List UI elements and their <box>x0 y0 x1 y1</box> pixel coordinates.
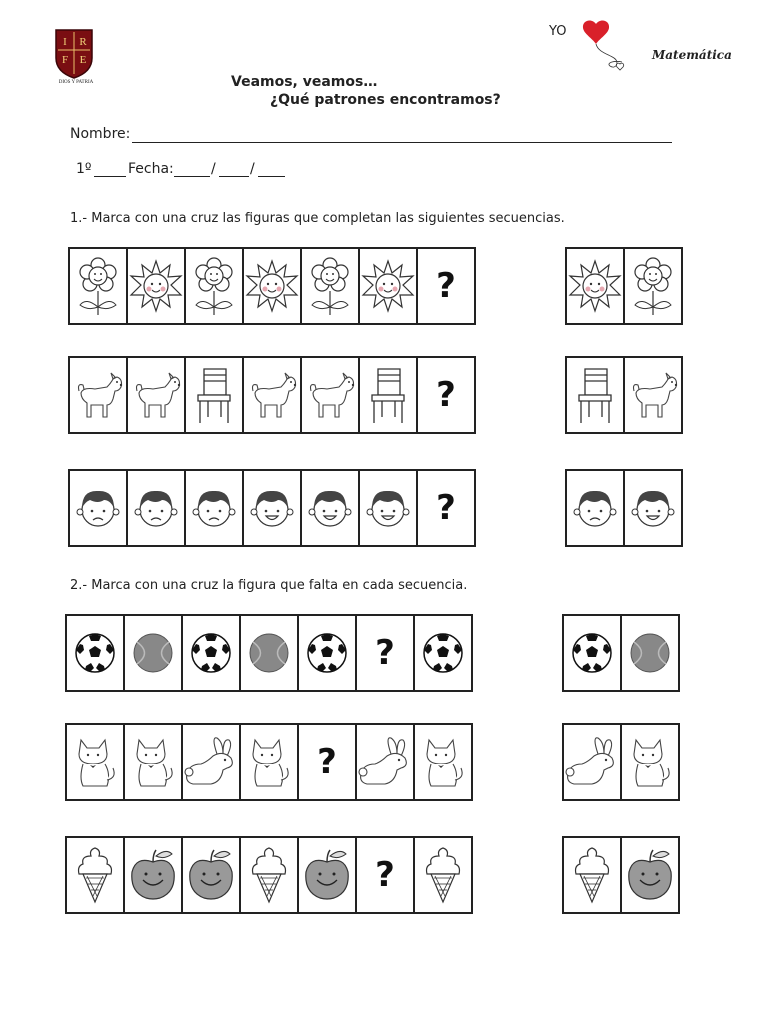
section1-options-1 <box>565 247 683 325</box>
sequence-cell <box>297 614 357 692</box>
answer-option[interactable] <box>623 356 683 434</box>
tennis-ball-icon <box>132 632 174 674</box>
sequence-cell <box>416 469 476 547</box>
apple-icon <box>623 848 677 902</box>
cat-icon <box>131 734 175 790</box>
sequence-cell <box>68 356 128 434</box>
title-line-1: Veamos, veamos… <box>231 74 378 90</box>
sun-icon <box>129 259 183 313</box>
section2-instruction: 2.- Marca con una cruz la figura que falta en cada secuencia. <box>70 578 468 593</box>
flower-icon <box>627 255 679 317</box>
section1-sequence-2 <box>68 356 476 434</box>
dog-icon <box>129 369 183 421</box>
sequence-cell <box>123 836 183 914</box>
sequence-cell <box>416 356 476 434</box>
section2-options-1 <box>562 614 680 692</box>
chair-icon <box>575 365 615 425</box>
question-mark: ? <box>436 488 456 528</box>
date-month-field[interactable] <box>219 176 249 177</box>
school-motto: DIOS Y PATRIA <box>58 80 94 85</box>
answer-option[interactable] <box>565 469 625 547</box>
apple-icon <box>126 848 180 902</box>
date-label: Fecha: <box>128 161 174 177</box>
ice-cream-icon <box>75 846 115 904</box>
soccer-ball-icon <box>422 632 464 674</box>
svg-text:F: F <box>61 54 69 66</box>
sequence-cell <box>297 723 357 801</box>
soccer-ball-icon <box>571 632 613 674</box>
happy-boy-icon <box>250 486 294 530</box>
sequence-cell <box>355 723 415 801</box>
section1-options-2 <box>565 356 683 434</box>
ice-cream-icon <box>423 846 463 904</box>
answer-option[interactable] <box>562 723 622 801</box>
happy-boy-icon <box>631 486 675 530</box>
section1-sequence-3 <box>68 469 476 547</box>
answer-option[interactable] <box>620 614 680 692</box>
section1-instruction: 1.- Marca con una cruz las figuras que completan las siguientes secuencias. <box>70 211 565 226</box>
sequence-cell <box>184 247 244 325</box>
ice-cream-icon <box>249 846 289 904</box>
sequence-cell <box>355 836 415 914</box>
sequence-cell <box>300 469 360 547</box>
date-separator: / <box>250 161 255 177</box>
apple-icon <box>184 848 238 902</box>
sequence-cell <box>242 469 302 547</box>
section2-options-2 <box>562 723 680 801</box>
answer-option[interactable] <box>620 836 680 914</box>
answer-option[interactable] <box>565 356 625 434</box>
sequence-cell <box>68 469 128 547</box>
date-year-field[interactable] <box>258 176 285 177</box>
ice-cream-icon <box>572 846 612 904</box>
sequence-cell <box>65 614 125 692</box>
subject-label: Matemática <box>652 48 732 62</box>
happy-boy-icon <box>366 486 410 530</box>
sequence-cell <box>68 247 128 325</box>
cat-icon <box>628 734 672 790</box>
happy-boy-icon <box>308 486 352 530</box>
flower-icon <box>188 255 240 317</box>
apple-icon <box>300 848 354 902</box>
sequence-cell <box>358 469 418 547</box>
dog-icon <box>303 369 357 421</box>
cat-icon <box>247 734 291 790</box>
sad-boy-icon <box>573 486 617 530</box>
title-line-2: ¿Qué patrones encontramos? <box>270 92 501 108</box>
section1-options-3 <box>565 469 683 547</box>
heart-balloon-icon <box>578 18 636 76</box>
answer-option[interactable] <box>562 836 622 914</box>
sequence-cell <box>416 247 476 325</box>
sequence-cell <box>358 247 418 325</box>
date-separator: / <box>211 161 216 177</box>
school-crest-logo <box>54 28 94 80</box>
sequence-cell <box>358 356 418 434</box>
grade-label: 1º <box>76 161 92 177</box>
answer-option[interactable] <box>623 469 683 547</box>
sequence-cell <box>239 723 299 801</box>
grade-field[interactable] <box>94 176 126 177</box>
name-label: Nombre: <box>70 126 131 142</box>
tennis-ball-icon <box>629 632 671 674</box>
sequence-cell <box>413 614 473 692</box>
sequence-cell <box>184 356 244 434</box>
flower-icon <box>304 255 356 317</box>
tennis-ball-icon <box>248 632 290 674</box>
question-mark: ? <box>317 742 337 782</box>
sad-boy-icon <box>134 486 178 530</box>
sequence-cell <box>297 836 357 914</box>
section1-sequence-1 <box>68 247 476 325</box>
question-mark: ? <box>375 633 395 673</box>
cat-icon <box>73 734 117 790</box>
sun-icon <box>568 259 622 313</box>
rabbit-icon <box>357 736 413 788</box>
svg-text:E: E <box>79 54 87 66</box>
sequence-cell <box>413 723 473 801</box>
soccer-ball-icon <box>306 632 348 674</box>
sequence-cell <box>300 356 360 434</box>
soccer-ball-icon <box>190 632 232 674</box>
soccer-ball-icon <box>74 632 116 674</box>
sun-icon <box>361 259 415 313</box>
sequence-cell <box>126 356 186 434</box>
sequence-cell <box>181 836 241 914</box>
section2-sequence-2 <box>65 723 473 801</box>
sequence-cell <box>239 614 299 692</box>
section2-options-3 <box>562 836 680 914</box>
sequence-cell <box>239 836 299 914</box>
dog-icon <box>626 369 680 421</box>
rabbit-icon <box>564 736 620 788</box>
chair-icon <box>194 365 234 425</box>
answer-option[interactable] <box>620 723 680 801</box>
section2-sequence-3 <box>65 836 473 914</box>
sad-boy-icon <box>192 486 236 530</box>
svg-text:I: I <box>63 36 67 48</box>
sequence-cell <box>65 836 125 914</box>
section2-sequence-1 <box>65 614 473 692</box>
sequence-cell <box>300 247 360 325</box>
date-day-field[interactable] <box>174 176 210 177</box>
sequence-cell <box>413 836 473 914</box>
dog-icon <box>71 369 125 421</box>
sequence-cell <box>181 723 241 801</box>
yo-label: YO <box>549 24 567 39</box>
sequence-cell <box>181 614 241 692</box>
sun-icon <box>245 259 299 313</box>
cat-icon <box>421 734 465 790</box>
sequence-cell <box>355 614 415 692</box>
sequence-cell <box>242 247 302 325</box>
question-mark: ? <box>375 855 395 895</box>
sequence-cell <box>65 723 125 801</box>
answer-option[interactable] <box>623 247 683 325</box>
rabbit-icon <box>183 736 239 788</box>
dog-icon <box>245 369 299 421</box>
sequence-cell <box>242 356 302 434</box>
sad-boy-icon <box>76 486 120 530</box>
sequence-cell <box>123 723 183 801</box>
answer-option[interactable] <box>562 614 622 692</box>
name-field[interactable] <box>132 142 672 143</box>
chair-icon <box>368 365 408 425</box>
svg-text:R: R <box>79 36 87 48</box>
question-mark: ? <box>436 375 456 415</box>
flower-icon <box>72 255 124 317</box>
question-mark: ? <box>436 266 456 306</box>
answer-option[interactable] <box>565 247 625 325</box>
sequence-cell <box>184 469 244 547</box>
sequence-cell <box>123 614 183 692</box>
sequence-cell <box>126 247 186 325</box>
sequence-cell <box>126 469 186 547</box>
